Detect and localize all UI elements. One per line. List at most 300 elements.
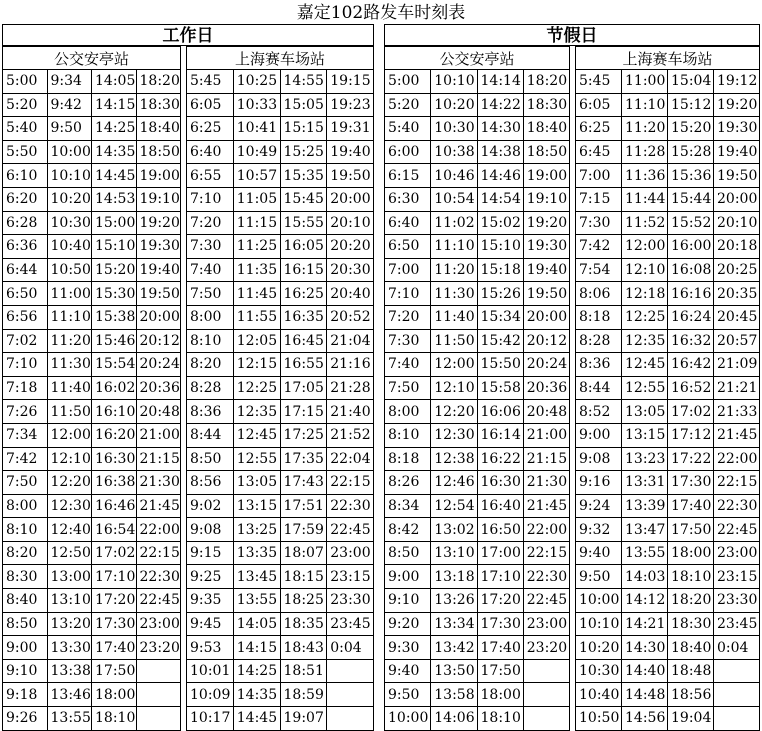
- departure-time-cell: 10:20: [47, 187, 92, 211]
- table-row: [385, 636, 570, 660]
- departure-time-cell: 7:30: [576, 211, 622, 235]
- departure-time-cell: 12:00: [622, 235, 668, 259]
- departure-time-cell: 18:25: [280, 589, 327, 613]
- table-row: [187, 565, 374, 589]
- departure-time-cell: 11:40: [47, 376, 92, 400]
- table-row: [385, 518, 570, 542]
- departure-time-cell: 9:10: [385, 589, 431, 613]
- departure-time-cell: [327, 707, 374, 731]
- departure-time-cell: 17:59: [280, 518, 327, 542]
- departure-time-cell: 6:25: [187, 117, 234, 141]
- departure-time-cell: 12:46: [431, 471, 477, 495]
- table-row: [187, 659, 374, 683]
- table-row: [385, 329, 570, 353]
- departure-time-cell: 8:30: [3, 565, 48, 589]
- departure-time-cell: 19:15: [327, 70, 374, 94]
- departure-time-cell: 16:50: [477, 518, 523, 542]
- departure-time-cell: 8:28: [576, 329, 622, 353]
- departure-time-cell: 7:50: [3, 471, 48, 495]
- departure-time-cell: 19:00: [523, 164, 569, 188]
- departure-time-cell: 8:56: [187, 471, 234, 495]
- table-row: [3, 353, 181, 377]
- departure-time-cell: 20:00: [523, 305, 569, 329]
- departure-time-cell: 22:45: [714, 518, 760, 542]
- departure-time-cell: 21:00: [523, 423, 569, 447]
- departure-time-cell: 12:25: [622, 305, 668, 329]
- departure-time-cell: 11:15: [233, 211, 280, 235]
- departure-time-cell: 8:50: [3, 612, 48, 636]
- table-row: [385, 117, 570, 141]
- table-row: [576, 211, 760, 235]
- departure-time-cell: 9:40: [385, 659, 431, 683]
- departure-time-cell: 10:09: [187, 683, 234, 707]
- table-row: [576, 423, 760, 447]
- workday-circuit-table: [186, 46, 374, 731]
- departure-time-cell: 23:00: [327, 541, 374, 565]
- departure-time-cell: 22:00: [136, 518, 181, 542]
- departure-time-cell: [523, 659, 569, 683]
- departure-time-cell: 8:50: [187, 447, 234, 471]
- departure-time-cell: 8:00: [3, 494, 48, 518]
- departure-time-cell: 21:15: [136, 447, 181, 471]
- table-row: [3, 187, 181, 211]
- departure-time-cell: 12:10: [47, 447, 92, 471]
- departure-time-cell: 20:35: [714, 282, 760, 306]
- departure-time-cell: 13:26: [431, 589, 477, 613]
- table-row: [576, 282, 760, 306]
- departure-time-cell: 7:40: [385, 353, 431, 377]
- departure-time-cell: 10:30: [47, 211, 92, 235]
- departure-time-cell: 20:25: [714, 258, 760, 282]
- departure-time-cell: 16:55: [280, 353, 327, 377]
- departure-time-cell: 11:30: [47, 353, 92, 377]
- holiday-section: [384, 24, 760, 727]
- departure-time-cell: 7:50: [187, 282, 234, 306]
- table-row: [187, 70, 374, 94]
- departure-time-cell: 19:30: [136, 235, 181, 259]
- departure-time-cell: 15:20: [668, 117, 714, 141]
- departure-time-cell: 14:45: [92, 164, 137, 188]
- departure-time-cell: 21:52: [327, 423, 374, 447]
- departure-time-cell: 20:40: [327, 282, 374, 306]
- departure-time-cell: 20:10: [714, 211, 760, 235]
- departure-time-cell: 14:22: [477, 93, 523, 117]
- departure-time-cell: 16:35: [280, 305, 327, 329]
- departure-time-cell: 21:40: [327, 400, 374, 424]
- departure-time-cell: 7:40: [187, 258, 234, 282]
- departure-time-cell: 20:24: [136, 353, 181, 377]
- table-row: [187, 353, 374, 377]
- table-row: [187, 211, 374, 235]
- departure-time-cell: 10:00: [576, 589, 622, 613]
- departure-time-cell: 11:20: [431, 258, 477, 282]
- departure-time-cell: 23:45: [714, 612, 760, 636]
- table-row: [187, 612, 374, 636]
- departure-time-cell: 7:26: [3, 400, 48, 424]
- departure-time-cell: 7:00: [576, 164, 622, 188]
- table-row: [3, 329, 181, 353]
- departure-time-cell: 12:55: [233, 447, 280, 471]
- departure-time-cell: 18:07: [280, 541, 327, 565]
- departure-time-cell: 13:35: [233, 541, 280, 565]
- holiday-header: 节假日: [384, 24, 760, 46]
- departure-time-cell: 10:30: [576, 659, 622, 683]
- table-row: [3, 235, 181, 259]
- departure-time-cell: 17:22: [668, 447, 714, 471]
- departure-time-cell: 16:22: [477, 447, 523, 471]
- table-row: [576, 683, 760, 707]
- departure-time-cell: 22:45: [327, 518, 374, 542]
- departure-time-cell: 8:36: [576, 353, 622, 377]
- departure-time-cell: 6:40: [385, 211, 431, 235]
- departure-time-cell: 19:30: [523, 235, 569, 259]
- departure-time-cell: 13:39: [622, 494, 668, 518]
- departure-time-cell: 19:30: [714, 117, 760, 141]
- departure-time-cell: 9:25: [187, 565, 234, 589]
- departure-time-cell: 23:30: [714, 589, 760, 613]
- departure-time-cell: 18:20: [668, 589, 714, 613]
- departure-time-cell: [714, 707, 760, 731]
- departure-time-cell: 10:46: [431, 164, 477, 188]
- departure-time-cell: 15:10: [477, 235, 523, 259]
- departure-time-cell: 15:28: [668, 140, 714, 164]
- workday-anting-panel: [2, 46, 181, 727]
- departure-time-cell: 14:45: [233, 707, 280, 731]
- departure-time-cell: 10:30: [431, 117, 477, 141]
- departure-time-cell: 8:10: [3, 518, 48, 542]
- workday-anting-table: [2, 46, 181, 731]
- departure-time-cell: 16:30: [92, 447, 137, 471]
- timetable-title: 嘉定102路发车时刻表: [296, 3, 466, 23]
- departure-time-cell: 20:00: [136, 305, 181, 329]
- departure-time-cell: 7:18: [3, 376, 48, 400]
- departure-time-cell: 13:50: [431, 659, 477, 683]
- departure-time-cell: 14:30: [622, 636, 668, 660]
- departure-time-cell: 14:25: [233, 659, 280, 683]
- departure-time-cell: 6:36: [3, 235, 48, 259]
- departure-time-cell: 12:40: [47, 518, 92, 542]
- departure-time-cell: 16:24: [668, 305, 714, 329]
- departure-time-cell: 8:20: [3, 541, 48, 565]
- departure-time-cell: 9:53: [187, 636, 234, 660]
- departure-time-cell: 7:10: [3, 353, 48, 377]
- table-row: [576, 187, 760, 211]
- departure-time-cell: 20:20: [327, 235, 374, 259]
- table-row: [3, 70, 181, 94]
- departure-time-cell: 22:15: [714, 471, 760, 495]
- departure-time-cell: 22:30: [714, 494, 760, 518]
- departure-time-cell: 20:12: [523, 329, 569, 353]
- departure-time-cell: 20:57: [714, 329, 760, 353]
- departure-time-cell: 17:50: [92, 659, 137, 683]
- departure-time-cell: 9:20: [385, 612, 431, 636]
- departure-time-cell: 17:50: [668, 518, 714, 542]
- departure-time-cell: 17:12: [668, 423, 714, 447]
- departure-time-cell: 11:10: [47, 305, 92, 329]
- departure-time-cell: 10:33: [233, 93, 280, 117]
- departure-time-cell: 15:38: [92, 305, 137, 329]
- departure-time-cell: 6:30: [385, 187, 431, 211]
- departure-time-cell: 7:30: [187, 235, 234, 259]
- departure-time-cell: 20:30: [327, 258, 374, 282]
- departure-time-cell: 16:38: [92, 471, 137, 495]
- table-row: [385, 187, 570, 211]
- departure-time-cell: 9:40: [576, 541, 622, 565]
- departure-time-cell: 20:45: [714, 305, 760, 329]
- departure-time-cell: 12:30: [431, 423, 477, 447]
- table-row: [187, 518, 374, 542]
- departure-time-cell: 7:50: [385, 376, 431, 400]
- departure-time-cell: 21:30: [136, 471, 181, 495]
- departure-time-cell: 7:10: [187, 187, 234, 211]
- station-header: 上海赛车场站: [576, 47, 760, 70]
- departure-time-cell: 20:24: [523, 353, 569, 377]
- departure-time-cell: 14:53: [92, 187, 137, 211]
- departure-time-cell: 17:10: [92, 565, 137, 589]
- departure-time-cell: 16:25: [280, 282, 327, 306]
- table-row: [3, 471, 181, 495]
- table-row: [576, 494, 760, 518]
- departure-time-cell: 16:02: [92, 376, 137, 400]
- departure-time-cell: 14:25: [92, 117, 137, 141]
- departure-time-cell: 21:45: [523, 494, 569, 518]
- departure-time-cell: 17:50: [477, 659, 523, 683]
- table-row: [187, 164, 374, 188]
- departure-time-cell: [136, 707, 181, 731]
- departure-time-cell: 13:47: [622, 518, 668, 542]
- departure-time-cell: 11:20: [622, 117, 668, 141]
- table-row: [3, 140, 181, 164]
- departure-time-cell: 18:00: [477, 683, 523, 707]
- departure-time-cell: 10:49: [233, 140, 280, 164]
- table-row: [385, 589, 570, 613]
- holiday-circuit-table: [575, 46, 760, 731]
- departure-time-cell: 20:36: [523, 376, 569, 400]
- table-row: [576, 353, 760, 377]
- departure-time-cell: 17:35: [280, 447, 327, 471]
- departure-time-cell: 8:40: [3, 589, 48, 613]
- departure-time-cell: 22:04: [327, 447, 374, 471]
- departure-time-cell: 6:44: [3, 258, 48, 282]
- table-row: [187, 494, 374, 518]
- departure-time-cell: 12:00: [431, 353, 477, 377]
- departure-time-cell: 9:42: [47, 93, 92, 117]
- departure-time-cell: 11:28: [622, 140, 668, 164]
- departure-time-cell: 23:45: [327, 612, 374, 636]
- table-row: [3, 541, 181, 565]
- departure-time-cell: 18:20: [136, 70, 181, 94]
- table-row: [187, 447, 374, 471]
- departure-time-cell: 6:55: [187, 164, 234, 188]
- table-row: [187, 589, 374, 613]
- table-row: [3, 282, 181, 306]
- departure-time-cell: 13:45: [233, 565, 280, 589]
- departure-time-cell: 18:10: [477, 707, 523, 731]
- departure-time-cell: 20:48: [136, 400, 181, 424]
- departure-time-cell: 8:36: [187, 400, 234, 424]
- departure-time-cell: 15:34: [477, 305, 523, 329]
- departure-time-cell: 16:45: [280, 329, 327, 353]
- departure-time-cell: 22:45: [523, 589, 569, 613]
- departure-time-cell: 17:43: [280, 471, 327, 495]
- departure-time-cell: 19:12: [714, 70, 760, 94]
- departure-time-cell: 7:30: [385, 329, 431, 353]
- departure-time-cell: 11:35: [233, 258, 280, 282]
- departure-time-cell: 19:50: [714, 164, 760, 188]
- departure-time-cell: 17:30: [477, 612, 523, 636]
- departure-time-cell: 13:30: [47, 636, 92, 660]
- holiday-anting-panel: [384, 46, 570, 727]
- departure-time-cell: 6:40: [187, 140, 234, 164]
- departure-time-cell: 13:05: [622, 400, 668, 424]
- departure-time-cell: 17:05: [280, 376, 327, 400]
- departure-time-cell: 22:30: [136, 565, 181, 589]
- departure-time-cell: 18:10: [92, 707, 137, 731]
- departure-time-cell: 19:10: [523, 187, 569, 211]
- departure-time-cell: 8:42: [385, 518, 431, 542]
- departure-time-cell: 7:10: [385, 282, 431, 306]
- table-row: [576, 376, 760, 400]
- table-row: [385, 541, 570, 565]
- departure-time-cell: 21:15: [523, 447, 569, 471]
- table-row: [576, 117, 760, 141]
- departure-time-cell: 10:50: [47, 258, 92, 282]
- departure-time-cell: 8:18: [385, 447, 431, 471]
- table-row: [385, 494, 570, 518]
- departure-time-cell: 8:44: [576, 376, 622, 400]
- table-row: [385, 565, 570, 589]
- departure-time-cell: 18:10: [668, 565, 714, 589]
- departure-time-cell: 17:40: [477, 636, 523, 660]
- departure-time-cell: 13:02: [431, 518, 477, 542]
- holiday-circuit-panel: [575, 46, 760, 727]
- departure-time-cell: 7:20: [385, 305, 431, 329]
- departure-time-cell: 15:36: [668, 164, 714, 188]
- departure-time-cell: 17:02: [92, 541, 137, 565]
- departure-time-cell: 5:50: [3, 140, 48, 164]
- departure-time-cell: 16:32: [668, 329, 714, 353]
- table-row: [3, 683, 181, 707]
- departure-time-cell: 21:21: [714, 376, 760, 400]
- departure-time-cell: 8:20: [187, 353, 234, 377]
- table-row: [187, 329, 374, 353]
- table-row: [187, 235, 374, 259]
- departure-time-cell: 15:02: [477, 211, 523, 235]
- departure-time-cell: 8:34: [385, 494, 431, 518]
- departure-time-cell: 6:28: [3, 211, 48, 235]
- departure-time-cell: 17:20: [477, 589, 523, 613]
- departure-time-cell: 19:23: [327, 93, 374, 117]
- departure-time-cell: 18:00: [668, 541, 714, 565]
- departure-time-cell: 13:23: [622, 447, 668, 471]
- departure-time-cell: 8:52: [576, 400, 622, 424]
- departure-time-cell: 15:58: [477, 376, 523, 400]
- departure-time-cell: 15:00: [92, 211, 137, 235]
- departure-time-cell: 11:55: [233, 305, 280, 329]
- departure-time-cell: 10:25: [233, 70, 280, 94]
- table-row: [385, 683, 570, 707]
- departure-time-cell: 22:45: [136, 589, 181, 613]
- departure-time-cell: 11:50: [431, 329, 477, 353]
- departure-time-cell: 16:08: [668, 258, 714, 282]
- table-row: [576, 70, 760, 94]
- departure-time-cell: 18:50: [136, 140, 181, 164]
- departure-time-cell: 7:00: [385, 258, 431, 282]
- table-row: [187, 541, 374, 565]
- station-header: 公交安亭站: [385, 47, 570, 70]
- table-row: [187, 400, 374, 424]
- departure-time-cell: 19:20: [714, 93, 760, 117]
- departure-time-cell: 13:46: [47, 683, 92, 707]
- departure-time-cell: 13:18: [431, 565, 477, 589]
- table-row: [385, 376, 570, 400]
- departure-time-cell: 10:10: [47, 164, 92, 188]
- departure-time-cell: 22:30: [327, 494, 374, 518]
- departure-time-cell: 18:15: [280, 565, 327, 589]
- table-row: [576, 164, 760, 188]
- departure-time-cell: [327, 683, 374, 707]
- table-row: [187, 258, 374, 282]
- departure-time-cell: 17:15: [280, 400, 327, 424]
- departure-time-cell: 10:10: [431, 70, 477, 94]
- departure-time-cell: [136, 683, 181, 707]
- table-row: [385, 235, 570, 259]
- departure-time-cell: 9:15: [187, 541, 234, 565]
- departure-time-cell: 13:31: [622, 471, 668, 495]
- departure-time-cell: 21:45: [136, 494, 181, 518]
- departure-time-cell: 10:40: [576, 683, 622, 707]
- departure-time-cell: 0:04: [327, 636, 374, 660]
- departure-time-cell: 19:10: [136, 187, 181, 211]
- departure-time-cell: 16:54: [92, 518, 137, 542]
- departure-time-cell: 14:15: [233, 636, 280, 660]
- departure-time-cell: 18:48: [668, 659, 714, 683]
- departure-time-cell: 8:00: [187, 305, 234, 329]
- departure-time-cell: 10:20: [576, 636, 622, 660]
- departure-time-cell: 13:10: [431, 541, 477, 565]
- departure-time-cell: 9:50: [47, 117, 92, 141]
- departure-time-cell: 16:05: [280, 235, 327, 259]
- table-row: [187, 471, 374, 495]
- table-row: [385, 400, 570, 424]
- departure-time-cell: 15:50: [477, 353, 523, 377]
- table-row: [576, 471, 760, 495]
- departure-time-cell: 11:20: [47, 329, 92, 353]
- departure-time-cell: 19:20: [136, 211, 181, 235]
- departure-time-cell: 6:56: [3, 305, 48, 329]
- departure-time-cell: 13:55: [47, 707, 92, 731]
- departure-time-cell: 6:25: [576, 117, 622, 141]
- departure-time-cell: 15:45: [280, 187, 327, 211]
- departure-time-cell: 6:05: [187, 93, 234, 117]
- departure-time-cell: 23:00: [523, 612, 569, 636]
- departure-time-cell: 10:00: [385, 707, 431, 731]
- departure-time-cell: 10:01: [187, 659, 234, 683]
- departure-time-cell: 6:15: [385, 164, 431, 188]
- departure-time-cell: 9:16: [576, 471, 622, 495]
- departure-time-cell: 20:18: [714, 235, 760, 259]
- table-row: [576, 565, 760, 589]
- departure-time-cell: 16:14: [477, 423, 523, 447]
- departure-time-cell: 17:25: [280, 423, 327, 447]
- departure-time-cell: 22:15: [136, 541, 181, 565]
- departure-time-cell: 17:10: [477, 565, 523, 589]
- table-row: [187, 187, 374, 211]
- departure-time-cell: 18:40: [523, 117, 569, 141]
- departure-time-cell: 23:00: [714, 541, 760, 565]
- departure-time-cell: 19:07: [280, 707, 327, 731]
- departure-time-cell: 11:10: [431, 235, 477, 259]
